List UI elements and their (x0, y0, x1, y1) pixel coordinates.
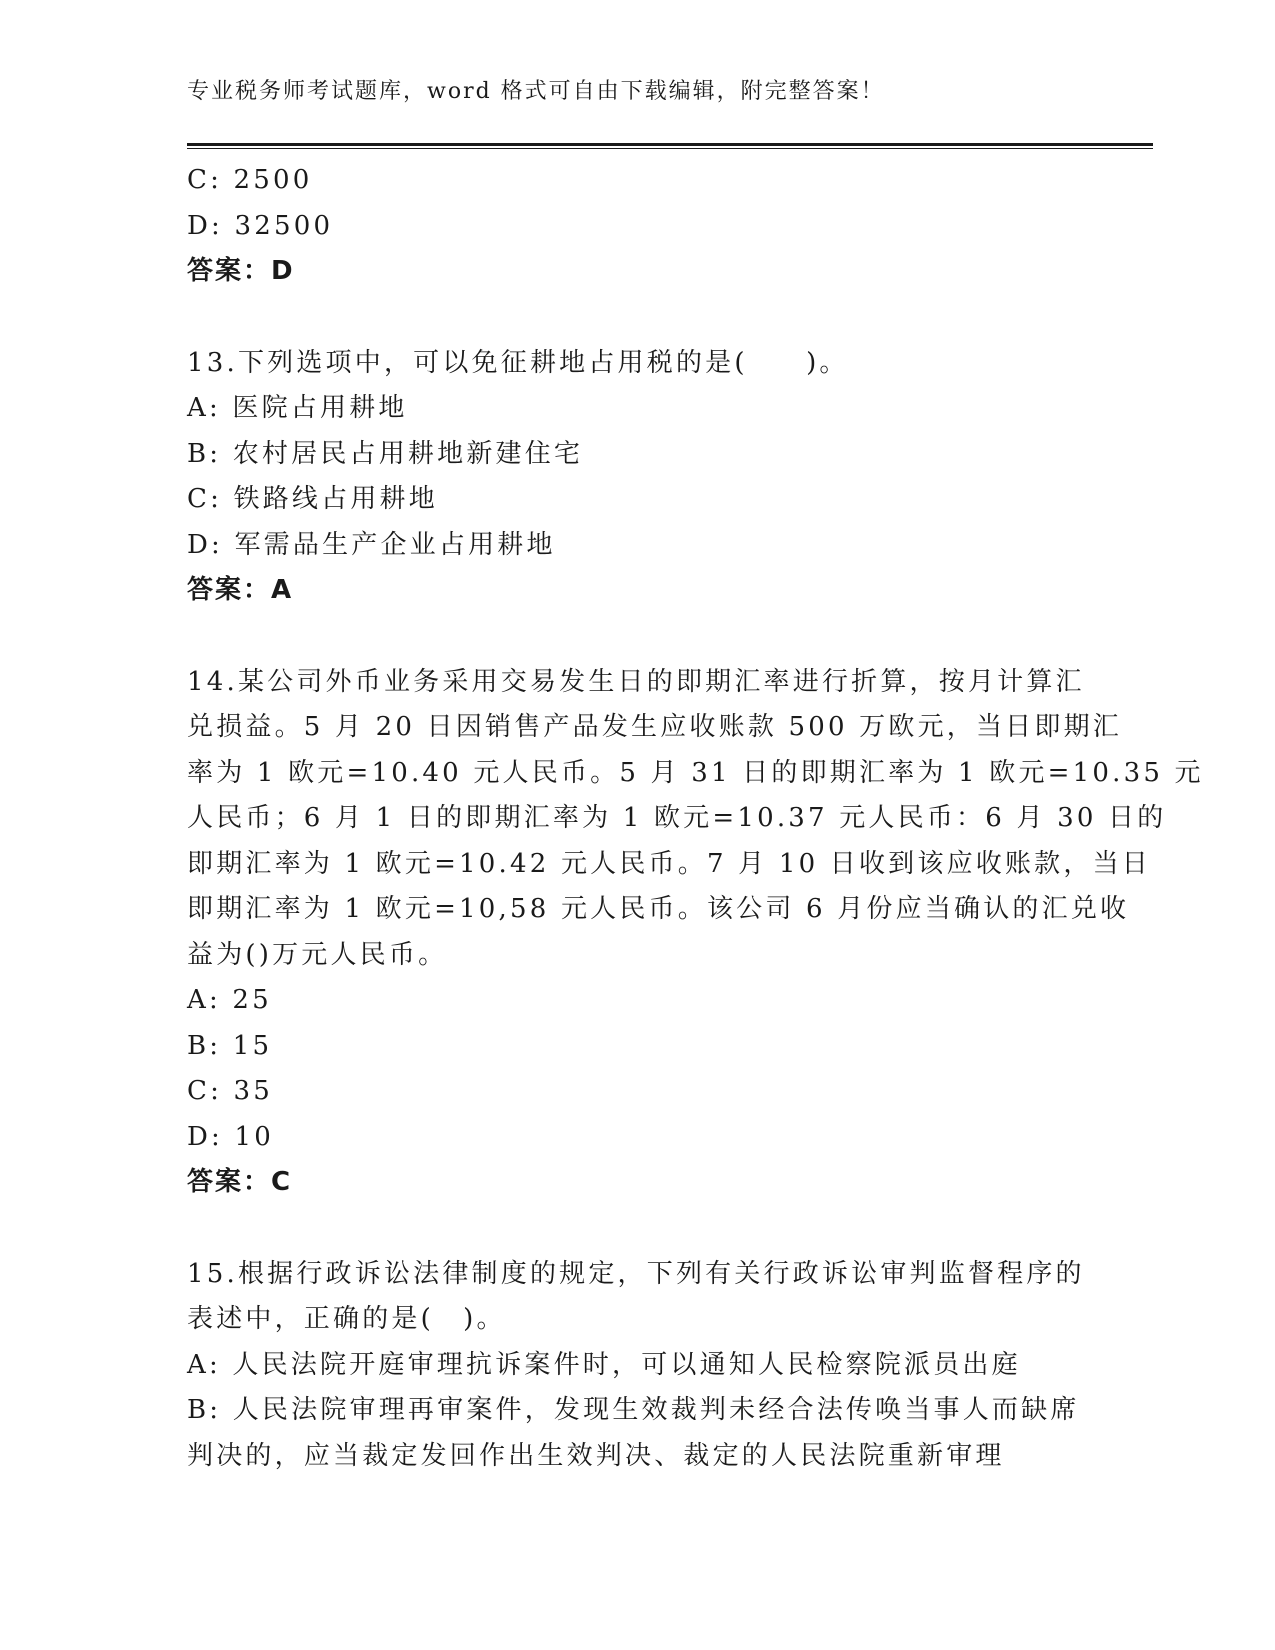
option-d: D: 军需品生产企业占用耕地 (187, 529, 556, 560)
question-stem-line: 14.某公司外币业务采用交易发生日的即期汇率进行折算，按月计算汇 (187, 666, 1085, 697)
option-c: C: 2500 (187, 165, 313, 195)
option-a: A: 医院占用耕地 (187, 393, 408, 423)
question-stem-line: 即期汇率为 1 欧元=10,58 元人民币。该公司 6 月份应当确认的汇兑收 (187, 894, 1130, 924)
question-15 (187, 1252, 1087, 1480)
question-stem-line: 即期汇率为 1 欧元=10.42 元人民币。7 月 10 日收到该应收账款，当日 (187, 848, 1151, 879)
option-c: C: 35 (187, 1076, 274, 1106)
question-stem-line: 益为()万元人民币。 (187, 939, 448, 970)
option-b-line: 判决的，应当裁定发回作出生效判决、裁定的人民法院重新审理 (187, 1440, 1005, 1471)
header-rule-thin (187, 148, 1153, 149)
page-header: 专业税务师考试题库，word 格式可自由下载编辑，附完整答案！ (187, 79, 885, 104)
option-b: B: 农村居民占用耕地新建住宅 (187, 438, 584, 469)
answer-line: 答案：D (187, 256, 295, 286)
question-stem-line: 人民币；6 月 1 日的即期汇率为 1 欧元=10.37 元人民币：6 月 30 日的 (187, 803, 1167, 833)
question-stem-line: 率为 1 欧元=10.40 元人民币。5 月 31 日的即期汇率为 1 欧元=10.35 元 (187, 757, 1204, 788)
option-c: C: 铁路线占用耕地 (187, 484, 438, 514)
question-stem: 13.下列选项中，可以免征耕地占用税的是( )。 (187, 347, 849, 378)
question-14 (187, 660, 1204, 1206)
answer-line: 答案：C (187, 1167, 293, 1197)
option-a: A: 人民法院开庭审理抗诉案件时，可以通知人民检察院派员出庭 (187, 1349, 1021, 1380)
question-stem-line: 15.根据行政诉讼法律制度的规定，下列有关行政诉讼审判监督程序的 (187, 1258, 1085, 1289)
document-body (187, 158, 1204, 1479)
spacer (187, 614, 1087, 660)
option-b: B: 15 (187, 1030, 273, 1061)
question-13 (187, 341, 1087, 614)
answer-line: 答案：A (187, 575, 294, 605)
question-12-tail (187, 158, 1087, 295)
spacer (187, 295, 1087, 341)
option-d: D: 32500 (187, 210, 334, 241)
question-stem-line: 兑损益。5 月 20 日因销售产品发生应收账款 500 万欧元，当日即期汇 (187, 712, 1122, 742)
option-b-line: B: 人民法院审理再审案件，发现生效裁判未经合法传唤当事人而缺席 (187, 1395, 1080, 1425)
question-stem-line: 表述中，正确的是( )。 (187, 1304, 506, 1334)
header-rule-thick (187, 143, 1153, 146)
option-d: D: 10 (187, 1121, 274, 1152)
option-a: A: 25 (187, 985, 272, 1015)
spacer (187, 1206, 1087, 1252)
